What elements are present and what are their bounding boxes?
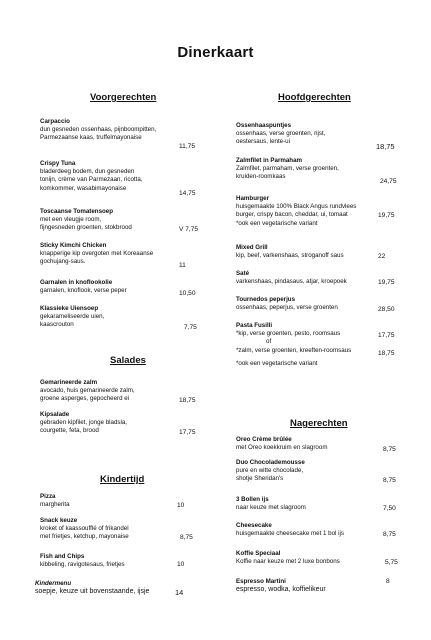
item-price: 11,75 <box>179 143 196 150</box>
item-price: 10 <box>177 502 185 509</box>
menu-item <box>236 195 356 228</box>
item-description: met Oreo koekkruim en slagroom <box>236 444 328 452</box>
item-description: soepje, keuze uit bovenstaande, ijsje <box>35 588 150 596</box>
section-salades: Salades <box>110 355 146 366</box>
item-name: Espresso Martini <box>236 578 286 585</box>
item-description: Parmezaanse kaas, truffelmayonaise <box>40 134 142 142</box>
item-description: *kip, verse groenten, pesto, roomsaus <box>236 330 341 338</box>
item-name: Cheesecake <box>236 522 272 529</box>
item-description: espresso, wodka, koffielikeur <box>236 586 326 594</box>
menu-item <box>236 122 325 147</box>
item-description: dun gesneden ossenhaas, pijnboompitten, <box>40 126 157 134</box>
item-description: courgette, feta, brood <box>40 427 99 435</box>
section-kindertijd: Kindertijd <box>100 474 145 485</box>
item-name: Tournedos peperjus <box>236 296 296 303</box>
menu-item <box>236 522 344 538</box>
item-price: 14,75 <box>179 190 196 197</box>
item-description: burger, crispy bacon, cheddar, ui, tomaat <box>236 211 348 219</box>
item-description: fijngesneden groenten, stokbrood <box>40 224 132 232</box>
item-description: huisgemaakte 100% Black Angus rundvlees <box>236 203 357 211</box>
item-description: met een vleugje room, <box>40 216 102 224</box>
item-description: shotje Sheridan's <box>236 475 284 483</box>
item-price: 8 <box>386 578 390 585</box>
item-price: 18,75 <box>179 397 196 404</box>
item-name: Gemarineerde zalm <box>40 379 98 386</box>
menu-item <box>40 411 127 436</box>
item-name: Hamburger <box>236 195 270 202</box>
item-description: avocado, huis gemarineerde zalm, <box>40 387 135 395</box>
item-price: 7,75 <box>184 324 197 331</box>
item-description: varkenshaas, pindasaus, atjar, kroepoek <box>236 278 347 286</box>
section-voorgerechten: Voorgerechten <box>90 92 157 103</box>
menu-item <box>40 279 127 295</box>
item-description: kroket of kaassoufflé of frikandel <box>40 525 129 533</box>
item-description: met frietjes, ketchup, mayonaise <box>40 533 129 541</box>
menu-item <box>236 436 327 452</box>
item-price: 19,75 <box>378 279 395 286</box>
item-description: gebraden kipfilet, jonge bladsla, <box>40 419 128 427</box>
item-price: 11 <box>179 262 186 269</box>
item-price: 17,75 <box>378 332 395 339</box>
menu-item <box>236 322 351 368</box>
item-price: 8,75 <box>383 477 396 484</box>
item-name: Crispy Tuna <box>40 160 76 167</box>
item-description: ossenhaas, verse groenten, rijst, <box>236 130 326 138</box>
menu-item <box>236 244 344 260</box>
item-price: 18,75 <box>376 142 395 151</box>
item-price: 22 <box>378 253 386 260</box>
item-description: groene asperges, gepocheerd ei <box>40 395 130 403</box>
menu-item <box>40 242 153 267</box>
item-description: *ook een vegetarische variant <box>236 359 318 367</box>
section-hoofdgerechten: Hoofdgerechten <box>278 92 351 103</box>
item-name: Pasta Fusilli <box>236 322 273 329</box>
item-name: Zalmfilet in Parmaham <box>236 157 303 164</box>
menu-item <box>40 493 70 509</box>
item-price: 8,75 <box>383 446 396 453</box>
item-name: Koffie Speciaal <box>236 550 281 557</box>
item-description: bladerdeeg bodem, dun gesneden <box>40 168 135 176</box>
item-price: 17,75 <box>179 429 196 436</box>
item-name: Klassieke Uiensoep <box>40 305 99 312</box>
item-name: Fish and Chips <box>40 553 85 560</box>
item-description: kibbeling, ravigotesaus, frietjes <box>40 561 125 569</box>
item-description: garnalen, knoflook, verse peper <box>40 287 127 295</box>
item-description: margherita <box>40 501 70 509</box>
item-name: Snack keuze <box>40 517 78 524</box>
item-name: Pizza <box>40 493 56 500</box>
item-description: ossenhaas, peperjus, verse groenten <box>236 304 338 312</box>
item-name: Duo Chocolademousse <box>236 459 305 466</box>
item-price: 10,50 <box>179 290 196 297</box>
item-name: Toscaanse Tomatensoep <box>40 208 114 215</box>
item-description: kruiden-roomkaas <box>236 173 286 181</box>
item-description: kip, beef, varkenshaas, stroganoff saus <box>236 252 344 260</box>
menu-item <box>40 118 156 143</box>
item-name: 3 Bollen ijs <box>236 496 269 503</box>
menu-item <box>236 270 347 286</box>
item-description: *ook een vegetarische variant <box>236 219 318 227</box>
item-price: 10 <box>177 561 185 568</box>
item-description: gekarameliseerde uien, <box>40 313 105 321</box>
item-description: oestersaus, lente-ui <box>236 138 290 146</box>
item-name: Carpaccio <box>40 118 70 125</box>
item-name: Sticky Kimchi Chicken <box>40 242 107 249</box>
menu-item <box>40 553 125 569</box>
menu-item <box>236 578 326 594</box>
item-description: tonijn, crème van Parmezaan, ricotta, <box>40 176 143 184</box>
item-name: Saté <box>236 270 250 277</box>
item-name: Ossenhaaspuntjes <box>236 122 292 129</box>
menu-item <box>236 496 306 512</box>
item-description: of <box>266 338 272 346</box>
item-price: 8,75 <box>383 531 396 538</box>
item-name: Mixed Grill <box>236 244 268 251</box>
menu-item <box>40 208 132 233</box>
item-description: knapperige kip overgoten met Koreaanse <box>40 250 154 258</box>
item-price: V 7,75 <box>179 226 199 233</box>
item-description: Zalmfilet, parmaham, verse groenten, <box>236 165 339 173</box>
menu-item <box>236 296 338 312</box>
item-price: 19,75 <box>378 212 395 219</box>
item-description: gochujang-saus. <box>40 258 86 266</box>
item-price: 24,75 <box>380 178 397 185</box>
item-description: pure en witte chocolade, <box>236 467 304 475</box>
item-price: 14 <box>175 588 184 597</box>
item-description: komkommer, wasabimayonaise <box>40 184 127 192</box>
menu-item <box>236 459 305 484</box>
item-description: *zalm, verse groenten, kreeften-roomsaus <box>236 346 352 354</box>
item-name: Oreo Crème brûlée <box>236 436 292 443</box>
item-price: 28,50 <box>378 306 395 313</box>
menu-item <box>40 305 104 330</box>
item-name: Kipsalade <box>40 411 70 418</box>
menu-item <box>40 517 129 542</box>
item-name: Garnalen in knoflookolie <box>40 279 113 286</box>
menu-item <box>40 160 142 193</box>
item-price: 5,75 <box>385 559 398 566</box>
item-description: Koffie naar keuze met 2 luxe bonbons <box>236 558 340 566</box>
item-price: 8,75 <box>180 534 193 541</box>
page-title: Dinerkaart <box>177 44 254 61</box>
item-description: naar keuze met slagroom <box>236 504 306 512</box>
menu-item <box>35 580 149 596</box>
item-price: 18,75 <box>378 350 395 357</box>
menu-item <box>40 379 135 404</box>
item-price: 7,50 <box>383 505 396 512</box>
item-description: kaascrouton <box>40 321 74 329</box>
item-description: huisgemaakte cheesecake met 1 bol ijs <box>236 530 344 538</box>
menu-item <box>236 157 339 182</box>
menu-item <box>236 550 340 566</box>
section-nagerechten: Nagerechten <box>290 418 348 429</box>
item-name: Kindermenu <box>35 580 72 587</box>
